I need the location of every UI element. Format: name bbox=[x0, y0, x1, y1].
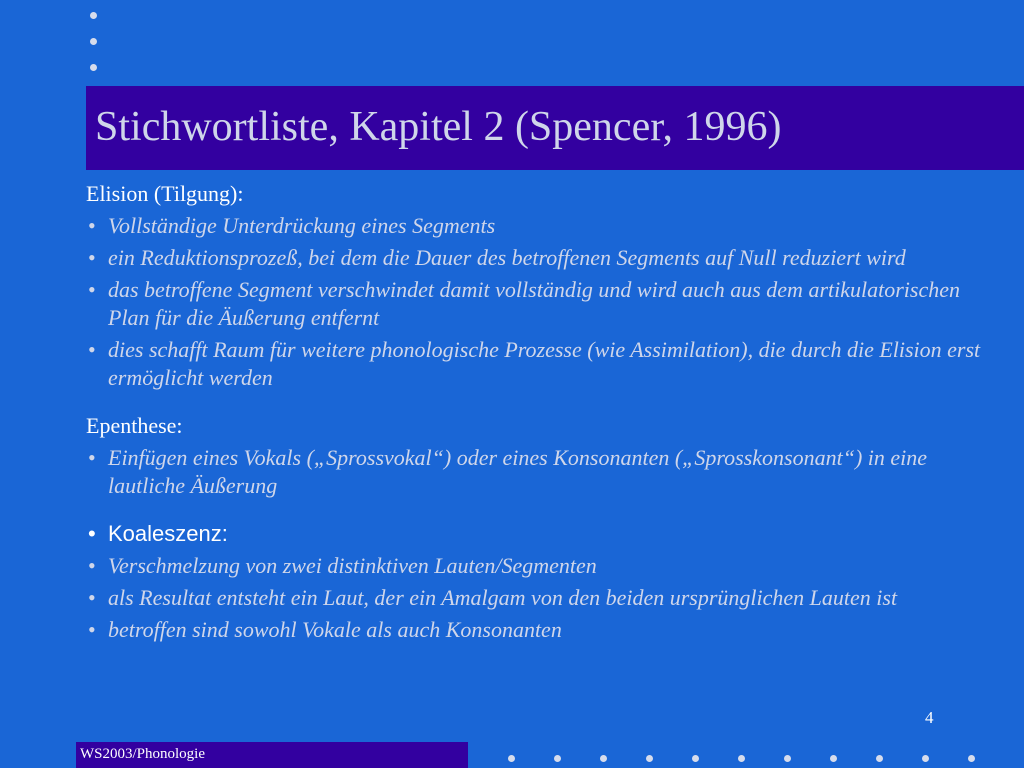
page-number: 4 bbox=[925, 708, 934, 727]
section-heading-elision: Elision (Tilgung): bbox=[86, 181, 244, 206]
footer-label: WS2003/Phonologie bbox=[80, 746, 206, 762]
bullet-marker: • bbox=[88, 617, 96, 642]
bullet-item bbox=[86, 584, 996, 612]
bullet-item bbox=[86, 552, 996, 580]
decor-dot bbox=[508, 755, 515, 762]
bullet-text: das betroffene Segment verschwindet damit vollständig und wird auch aus dem artikulatorischen Plan für die Äußerung entfernt bbox=[108, 277, 960, 330]
slide-body bbox=[86, 180, 996, 644]
bullet-text: Einfügen eines Vokals („Sprossvokal“) oder eines Konsonanten („Sprosskonsonant“) in eine lautliche Äußerung bbox=[108, 445, 928, 498]
bullet-marker: • bbox=[88, 553, 96, 578]
bullet-marker: • bbox=[88, 521, 96, 546]
bullet-item bbox=[86, 444, 996, 500]
bullet-text: Verschmelzung von zwei distinktiven Lauten/Segmenten bbox=[108, 553, 597, 578]
bullet-marker: • bbox=[88, 277, 96, 302]
bullet-text: Vollständige Unterdrückung eines Segments bbox=[108, 213, 496, 238]
decor-dot bbox=[554, 755, 561, 762]
bullet-marker: • bbox=[88, 337, 96, 362]
bullet-text: ein Reduktionsprozeß, bei dem die Dauer des betroffenen Segments auf Null reduziert wird bbox=[108, 245, 906, 270]
bullet-item bbox=[86, 276, 996, 332]
bullet-text: dies schafft Raum für weitere phonologische Prozesse (wie Assimilation), die durch die Elision erst ermöglicht werden bbox=[108, 337, 981, 390]
bullet-marker: • bbox=[88, 213, 96, 238]
decor-dot bbox=[90, 12, 97, 19]
section-heading-text: Koaleszenz: bbox=[108, 521, 228, 546]
bullet-marker: • bbox=[88, 585, 96, 610]
bullet-text: betroffen sind sowohl Vokale als auch Konsonanten bbox=[108, 617, 562, 642]
bullet-text: als Resultat entsteht ein Laut, der ein Amalgam von den beiden ursprünglichen Lauten ist bbox=[108, 585, 898, 610]
bullet-item bbox=[86, 336, 996, 392]
decor-dot bbox=[692, 755, 699, 762]
decor-dot bbox=[738, 755, 745, 762]
bullet-marker: • bbox=[88, 245, 96, 270]
decor-dot bbox=[876, 755, 883, 762]
decor-dot bbox=[922, 755, 929, 762]
bullet-item bbox=[86, 212, 996, 240]
decor-dot bbox=[90, 64, 97, 71]
decor-dot bbox=[90, 38, 97, 45]
bullet-marker: • bbox=[88, 445, 96, 470]
decor-dot bbox=[968, 755, 975, 762]
decor-dot bbox=[830, 755, 837, 762]
section-heading-koaleszenz bbox=[86, 520, 996, 548]
bullet-item bbox=[86, 244, 996, 272]
decor-dot bbox=[784, 755, 791, 762]
section-heading-epenthese: Epenthese: bbox=[86, 413, 183, 438]
bullet-item bbox=[86, 616, 996, 644]
slide-title: Stichwortliste, Kapitel 2 (Spencer, 1996) bbox=[95, 104, 782, 150]
decor-dot bbox=[646, 755, 653, 762]
decor-dot bbox=[600, 755, 607, 762]
